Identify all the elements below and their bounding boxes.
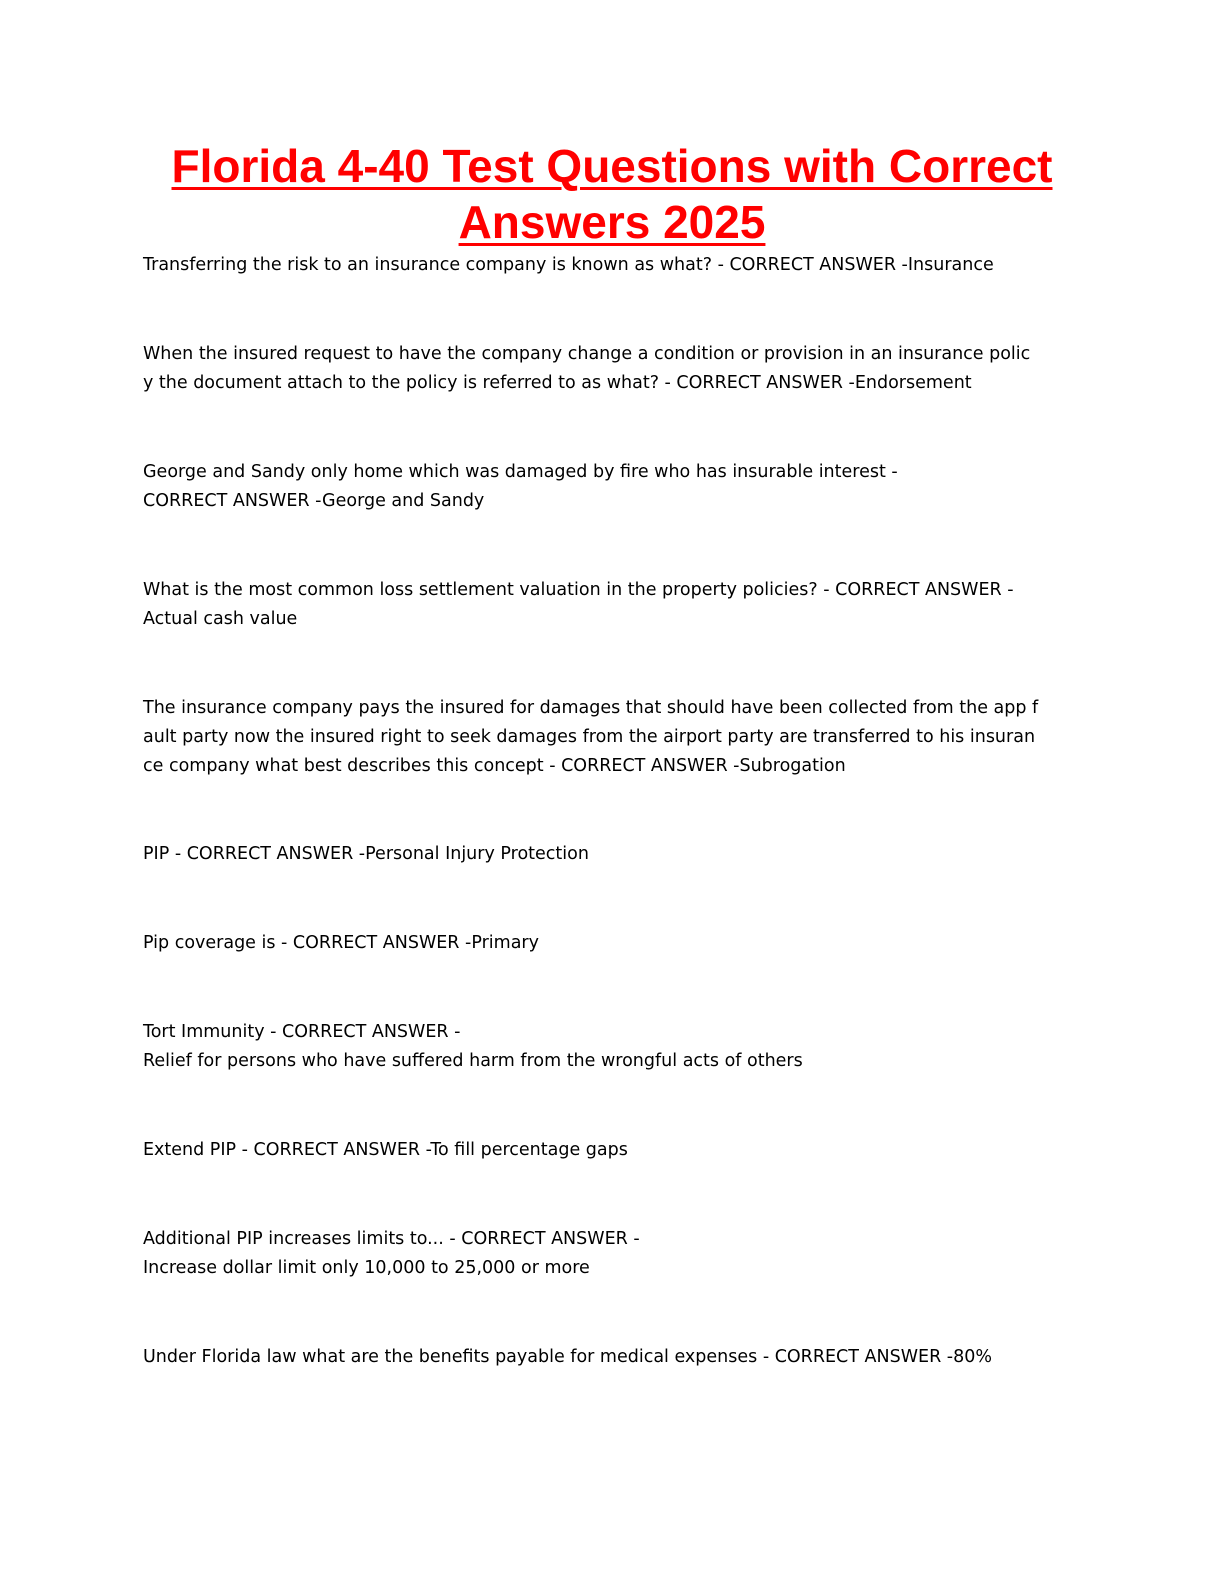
qa-item-10: Additional PIP increases limits to... - CORRECT ANSWER - Increase dollar limit only 10,000 to 25,000 or more bbox=[143, 1229, 640, 1278]
qa-item-3: George and Sandy only home which was damaged by fire who has insurable interest - CORRECT ANSWER -George and Sandy bbox=[143, 462, 898, 511]
page-title-line-2: Answers 2025 bbox=[458, 196, 766, 248]
qa-item-8: Tort Immunity - CORRECT ANSWER - Relief for persons who have suffered harm from the wrongful acts of others bbox=[143, 1022, 803, 1071]
qa-item-2: When the insured request to have the company change a condition or provision in an insurance polic y the document attach to the policy is referred to as what? - CORRECT ANSWER -Endorsement bbox=[143, 344, 1031, 393]
page-title-line-1: Florida 4-40 Test Questions with Correct bbox=[171, 140, 1053, 192]
qa-item-7: Pip coverage is - CORRECT ANSWER -Primary bbox=[143, 933, 539, 953]
qa-item-4: What is the most common loss settlement valuation in the property policies? - CORRECT ANSWER - Actual cash value bbox=[143, 580, 1014, 629]
qa-item-11: Under Florida law what are the benefits payable for medical expenses - CORRECT ANSWER -80% bbox=[143, 1347, 992, 1367]
qa-item-1: Transferring the risk to an insurance company is known as what? - CORRECT ANSWER -Insurance bbox=[143, 255, 994, 275]
page-title bbox=[100, 138, 1124, 250]
qa-item-9: Extend PIP - CORRECT ANSWER -To fill percentage gaps bbox=[143, 1140, 628, 1160]
qa-item-5: The insurance company pays the insured for damages that should have been collected from the app f ault party now the insured right to seek damages from the airport party are transferred to his insuran ce company what best describes this concept - CORRECT ANSWER -Subrogation bbox=[143, 698, 1039, 776]
qa-item-6: PIP - CORRECT ANSWER -Personal Injury Protection bbox=[143, 844, 589, 864]
